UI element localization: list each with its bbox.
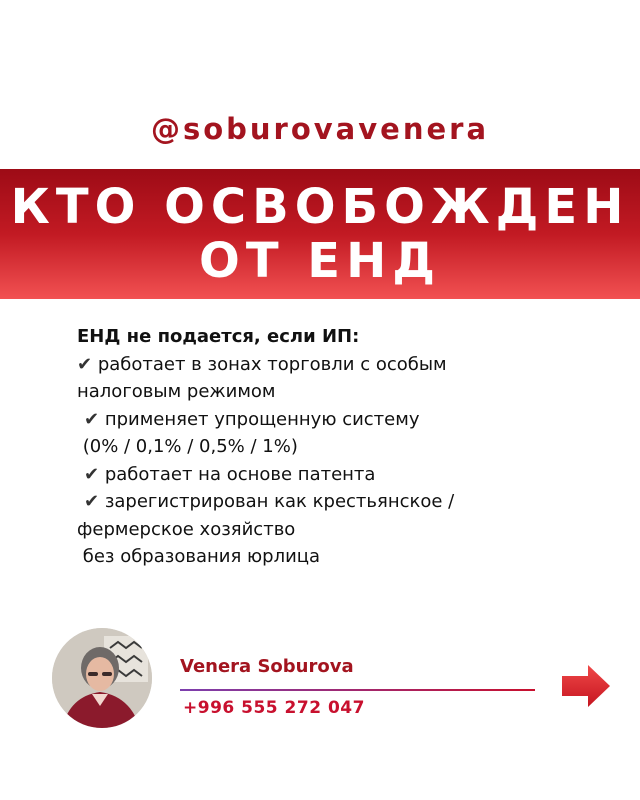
phone-number[interactable]: +996 555 272 047 [183,698,365,718]
content-line-text: работает в зонах торговли с особым [92,353,447,375]
title-line-2: ОТ ЕНД [199,233,441,289]
right-arrow-icon[interactable] [560,663,612,709]
account-handle: @soburovavenera [150,112,490,146]
content-line [77,461,577,489]
content-line-text: налоговым режимом [77,381,276,402]
title-banner [0,169,640,299]
content-block [77,323,577,571]
content-line [77,516,577,544]
content-line-text: зарегистрирован как крестьянское / [99,491,455,512]
title-line-1: КТО ОСВОБОЖДЕН [10,179,630,235]
content-heading: ЕНД не подается, если ИП: [77,326,360,347]
avatar-portrait [52,628,152,728]
content-line-text: фермерское хозяйство [77,518,296,540]
content-line-text: работает на основе патента [99,463,376,485]
author-name: Venera Soburova [180,656,354,677]
checkmark-icon: ✔ [77,353,93,375]
content-line [77,406,577,434]
content-line [77,543,577,571]
checkmark-icon: ✔ [84,491,100,512]
content-lines [77,351,577,571]
content-line [77,378,577,406]
content-line [77,488,577,516]
content-line-text: без образования юрлица [77,546,321,567]
content-line-text: применяет упрощенную систему [99,408,420,430]
divider [180,689,535,691]
checkmark-icon: ✔ [84,408,100,430]
checkmark-icon: ✔ [84,463,100,485]
content-line [77,351,577,379]
avatar [52,628,152,728]
content-line-text: (0% / 0,1% / 0,5% / 1%) [77,436,298,457]
content-line [77,433,577,461]
